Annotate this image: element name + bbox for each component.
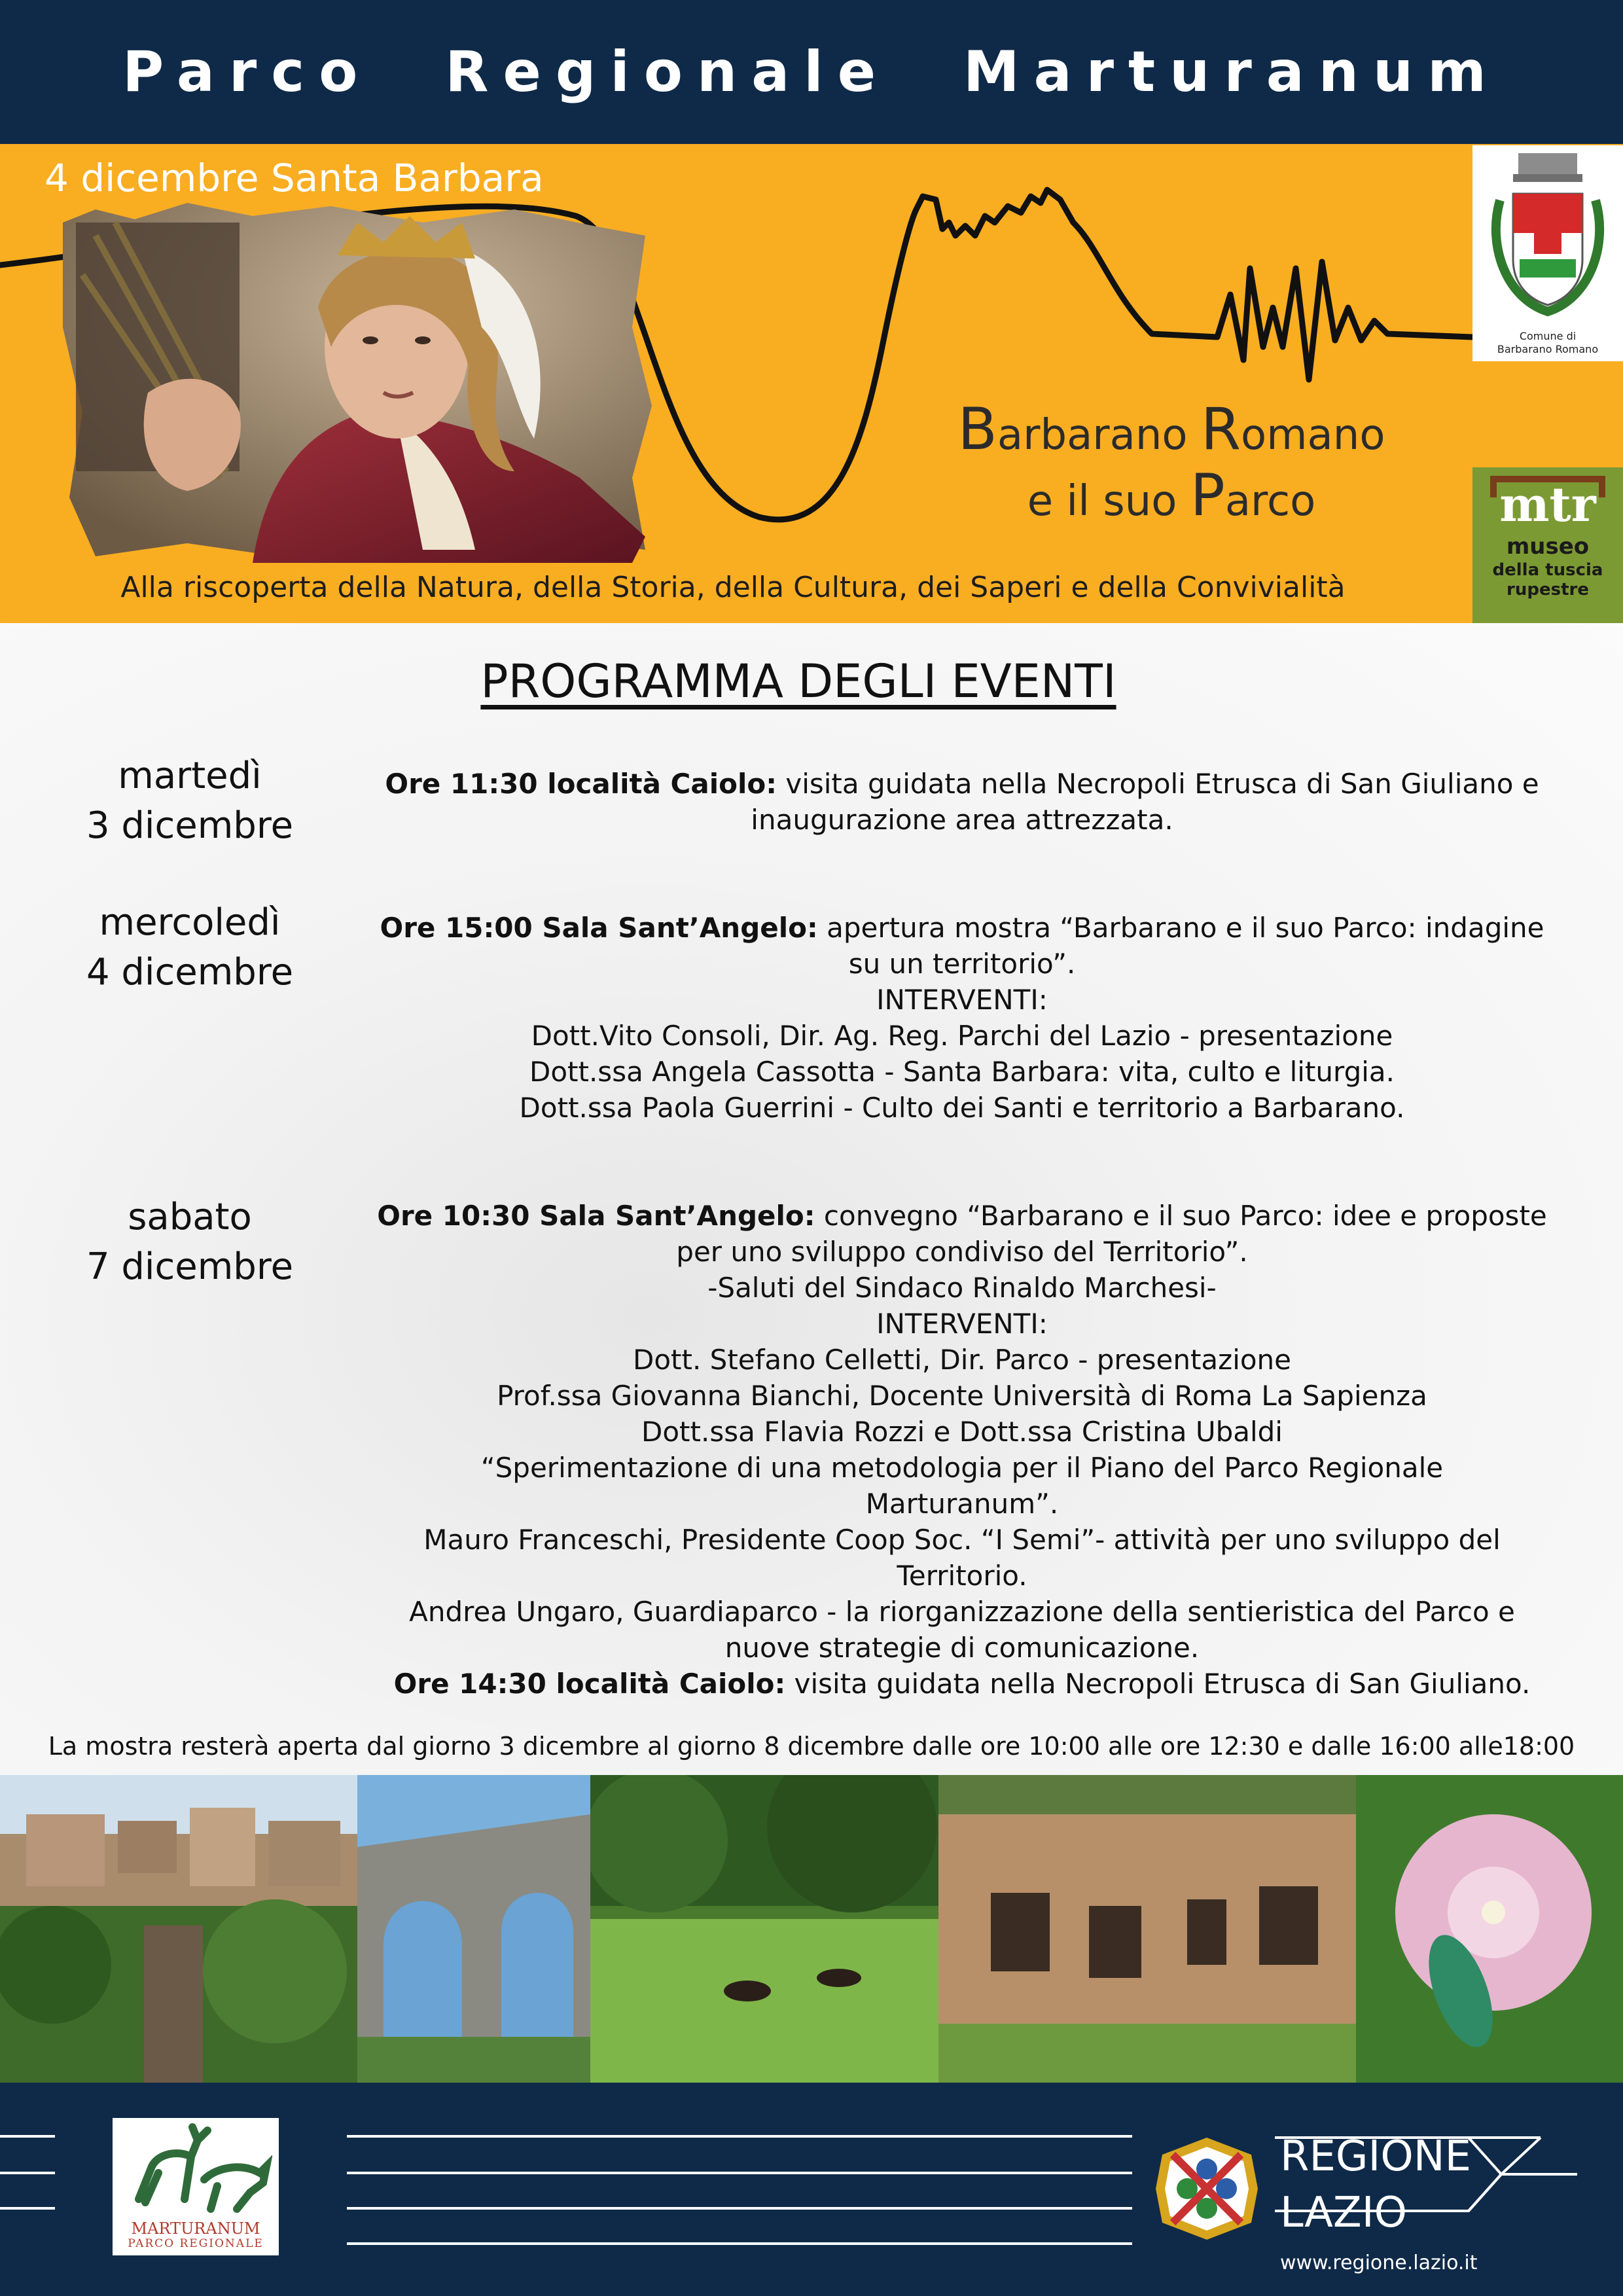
marturanum-logo-name: MARTURANUM xyxy=(131,2219,260,2238)
event-line: Mauro Franceschi, Presidente Coop Soc. “I Semi”- attività per uno sviluppo del xyxy=(423,1524,1501,1556)
event-block-mercoledi xyxy=(373,910,1551,1126)
barbarano-title xyxy=(877,395,1466,531)
event-line: Ore 11:30 località Caiolo: visita guidata nella Necropoli Etrusca di San Giuliano e xyxy=(385,768,1539,800)
event-line: Territorio. xyxy=(897,1560,1027,1592)
event-line: INTERVENTI: xyxy=(876,1308,1048,1340)
day-label-mercoledi: mercoledì 4 dicembre xyxy=(86,901,294,994)
photo-horses-meadow xyxy=(590,1775,938,2083)
event-line: “Sperimentazione di una metodologia per il Piano del Parco Regionale xyxy=(480,1452,1444,1484)
event-line: -Saluti del Sindaco Rinaldo Marchesi- xyxy=(707,1272,1217,1304)
event-block-sabato xyxy=(373,1198,1551,1702)
mtr-subtitle: della tuscia rupestre xyxy=(1492,560,1603,600)
event-line: Andrea Ungaro, Guardiaparco - la riorganizzazione della sentieristica del Parco e xyxy=(409,1596,1515,1628)
event-line: Dott.ssa Flavia Rozzi e Dott.ssa Cristina Ubaldi xyxy=(641,1416,1283,1448)
banner-date-label: 4 dicembre Santa Barbara xyxy=(45,156,544,200)
banner-tagline: Alla riscoperta della Natura, della Storia, della Cultura, dei Saperi e della Convivialità xyxy=(120,571,1346,604)
footer-line xyxy=(0,2172,55,2174)
regione-text: REGIONE xyxy=(1280,2132,1472,2181)
mtr-museo-text: museo xyxy=(1506,533,1590,560)
event-line: Prof.ssa Giovanna Bianchi, Docente Università di Roma La Sapienza xyxy=(497,1380,1427,1412)
event-line: Ore 10:30 Sala Sant’Angelo: convegno “Barbarano e il suo Parco: idee e proposte xyxy=(377,1200,1547,1232)
exhibition-hours-note: La mostra resterà aperta dal giorno 3 dicembre al giorno 8 dicembre dalle ore 10:00 alle ore 12:30 e dalle 16:00 alle18:00 xyxy=(48,1732,1575,1761)
photo-village xyxy=(0,1775,357,2083)
day-label-sabato: sabato 7 dicembre xyxy=(86,1196,294,1288)
regione-website[interactable]: www.regione.lazio.it xyxy=(1280,2251,1478,2274)
event-line: Marturanum”. xyxy=(865,1488,1059,1520)
page-title: Parco Regionale Marturanum xyxy=(122,39,1501,105)
event-line: Dott.Vito Consoli, Dir. Ag. Reg. Parchi del Lazio - presentazione xyxy=(531,1020,1393,1052)
event-line: INTERVENTI: xyxy=(876,984,1048,1016)
event-line: Dott.ssa Paola Guerrini - Culto dei Santi e territorio a Barbarano. xyxy=(519,1092,1405,1124)
program-title: PROGRAMMA DEGLI EVENTI xyxy=(480,655,1116,708)
coat-of-arms-caption: Comune di Barbarano Romano xyxy=(1497,330,1599,355)
barbarano-title-line2: e il suo Parco xyxy=(1027,461,1316,529)
footer-line xyxy=(347,2172,1132,2174)
event-line: Ore 14:30 località Caiolo: visita guidata nella Necropoli Etrusca di San Giuliano. xyxy=(393,1668,1531,1700)
photo-aqueduct xyxy=(357,1775,590,2083)
photo-flower-moth xyxy=(1356,1775,1623,2083)
event-block-martedi xyxy=(373,766,1551,838)
marturanum-logo-subtitle: PARCO REGIONALE xyxy=(128,2237,264,2250)
event-line: nuove strategie di comunicazione. xyxy=(724,1632,1200,1664)
mtr-logo-text: mtr xyxy=(1499,476,1596,532)
coat-of-arms-icon xyxy=(1480,148,1615,325)
footer-line xyxy=(0,2207,55,2210)
lazio-text: LAZIO xyxy=(1280,2189,1407,2237)
footer-line xyxy=(347,2207,1132,2210)
event-line: inaugurazione area attrezzata. xyxy=(751,804,1173,836)
day-label-martedi: martedì 3 dicembre xyxy=(86,755,294,847)
event-line: Dott. Stefano Celletti, Dir. Parco - presentazione xyxy=(632,1344,1292,1376)
regione-lazio-emblem-icon xyxy=(1153,2135,1260,2242)
event-line: Dott.ssa Angela Cassotta - Santa Barbara: vita, culto e liturgia. xyxy=(529,1056,1395,1088)
deer-wolf-icon xyxy=(119,2121,272,2219)
event-line: su un territorio”. xyxy=(848,948,1076,980)
santa-barbara-painting xyxy=(56,196,658,563)
photo-strip xyxy=(0,1775,1623,2083)
barbarano-title-line1: Barbarano Romano xyxy=(957,395,1385,463)
event-line: per uno sviluppo condiviso del Territorio”. xyxy=(676,1236,1248,1268)
footer-line xyxy=(347,2242,1132,2245)
photo-rock-tombs xyxy=(938,1775,1356,2083)
footer-line xyxy=(347,2135,1132,2138)
event-line: Ore 15:00 Sala Sant’Angelo: apertura mostra “Barbarano e il suo Parco: indagine xyxy=(380,912,1544,944)
footer-line xyxy=(0,2135,55,2138)
